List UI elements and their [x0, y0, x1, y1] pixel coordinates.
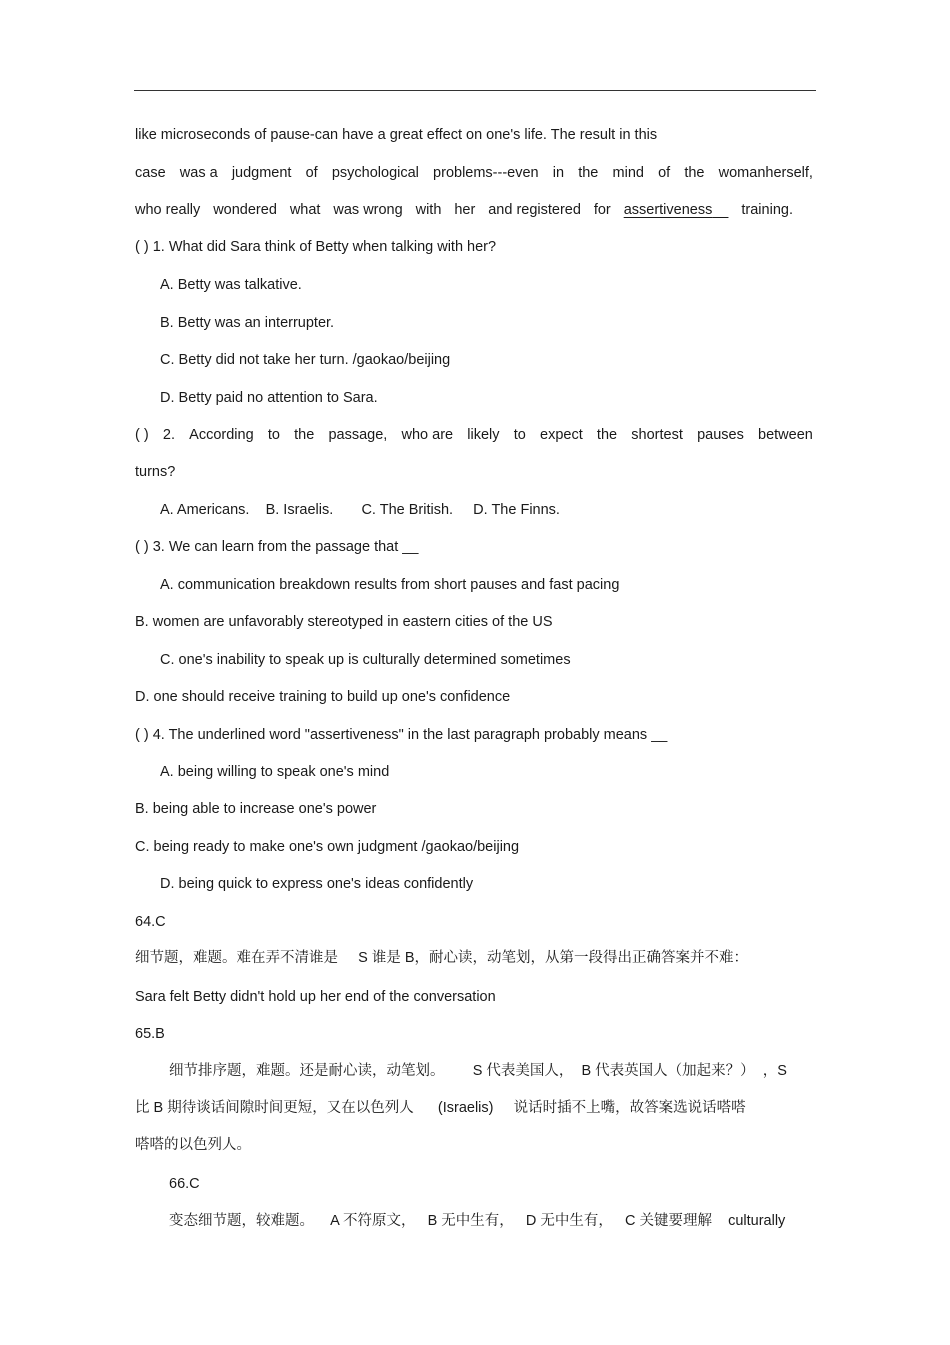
line2-w9: of [658, 165, 671, 181]
line3-w0: who really [135, 202, 201, 218]
answer-64-quote: Sara felt Betty didn't hold up her end of the conversation [135, 989, 496, 1005]
underlined-word-assertiveness [624, 201, 729, 219]
question-3-option-b: B. women are unfavorably stereotyped in eastern cities of the US [135, 614, 553, 630]
line3-w5: her [454, 202, 476, 218]
line2-w11: womanherself, [718, 165, 813, 181]
line2-w8: mind [612, 165, 644, 181]
underlined-word-text: assertiveness [623, 202, 713, 218]
question-4-option-d: D. being quick to express one's ideas confidently [160, 876, 474, 892]
line3-w3: was wrong [333, 202, 403, 218]
question-4-option-c: C. being ready to make one's own judgment /gaokao/beijing [135, 839, 520, 855]
question-2-stem-cont: turns? [135, 464, 176, 480]
q2stem-w11: shortest [631, 427, 683, 443]
q2stem-w3: to [267, 427, 280, 443]
question-1-option-a: A. Betty was talkative. [160, 277, 302, 293]
question-4-option-b: B. being able to increase one's power [135, 801, 377, 817]
q2stem-w0: ( ) [135, 427, 149, 443]
q2stem-w1: 2. [162, 427, 175, 443]
line3-w1: wondered [213, 202, 277, 218]
answer-65-note-2: 比 B 期待谈话间隙时间更短，又在以色列人 (Israelis) 说话时插不上嘴，故答案选说话嗒嗒 [135, 1100, 746, 1116]
line2-w5: problems---even [433, 165, 539, 181]
question-3-option-a: A. communication breakdown results from short pauses and fast pacing [160, 577, 620, 593]
question-2-stem [135, 426, 813, 444]
q2stem-w6: who are [401, 427, 454, 443]
line3-end: training. [741, 202, 793, 218]
question-3-option-d: D. one should receive training to build up one's confidence [135, 689, 511, 705]
line2-w3: of [305, 165, 318, 181]
question-1-option-b: B. Betty was an interrupter. [160, 315, 335, 331]
question-4-stem: ( ) 4. The underlined word "assertiveness" in the last paragraph probably means __ [135, 727, 668, 743]
line2-w1: was a [179, 165, 218, 181]
question-4-option-a: A. being willing to speak one's mind [160, 764, 390, 780]
question-1-option-d: D. Betty paid no attention to Sara. [160, 390, 378, 406]
q2stem-w4: the [294, 427, 315, 443]
line3-w6: and registered [488, 202, 581, 218]
answer-66-note: 变态细节题，较难题。 A 不符原文， B 无中生有， D 无中生有， C 关键要理解 culturally [169, 1213, 786, 1229]
line3-w4: with [415, 202, 442, 218]
q2stem-w7: likely [467, 427, 500, 443]
q2stem-w5: passage, [328, 427, 388, 443]
line3-w2: what [289, 202, 321, 218]
q2stem-w9: expect [540, 427, 583, 443]
q2stem-w12: pauses [697, 427, 744, 443]
answer-64-note: 细节题，难题。难在弄不清谁是 S 谁是 B，耐心读，动笔划，从第一段得出正确答案并不难： [135, 950, 749, 966]
passage-line-2 [135, 164, 813, 182]
question-1-option-c: C. Betty did not take her turn. /gaokao/beijing [160, 352, 451, 368]
q2stem-w13: between [758, 427, 813, 443]
passage-line-1: like microseconds of pause-can have a great effect on one's life. The result in this [135, 127, 658, 143]
passage-line-3 [135, 201, 793, 219]
q2stem-w8: to [513, 427, 526, 443]
question-2-options: A. Americans. B. Israelis. C. The British. D. The Finns. [160, 502, 560, 518]
header-rule [134, 90, 816, 91]
answer-64-label: 64.C [135, 914, 166, 930]
q2stem-w2: According [189, 427, 254, 443]
line2-w7: the [578, 165, 599, 181]
line2-w4: psychological [331, 165, 419, 181]
line2-w2: judgment [231, 165, 292, 181]
line2-w6: in [552, 165, 565, 181]
answer-65-label: 65.B [135, 1026, 165, 1042]
question-1-stem: ( ) 1. What did Sara think of Betty when talking with her? [135, 239, 497, 255]
line3-w7: for [593, 202, 611, 218]
question-3-option-c: C. one's inability to speak up is culturally determined sometimes [160, 652, 571, 668]
question-3-stem: ( ) 3. We can learn from the passage that __ [135, 539, 419, 555]
line2-w10: the [684, 165, 705, 181]
answer-66-label: 66.C [169, 1176, 200, 1192]
answer-65-note-1: 细节排序题，难题。还是耐心读，动笔划。 S 代表美国人， B 代表英国人（加起来？） ，S [169, 1063, 787, 1079]
answer-65-note-3: 嗒嗒的以色列人。 [135, 1137, 251, 1153]
line2-w0: case [135, 165, 166, 181]
q2stem-w10: the [596, 427, 618, 443]
